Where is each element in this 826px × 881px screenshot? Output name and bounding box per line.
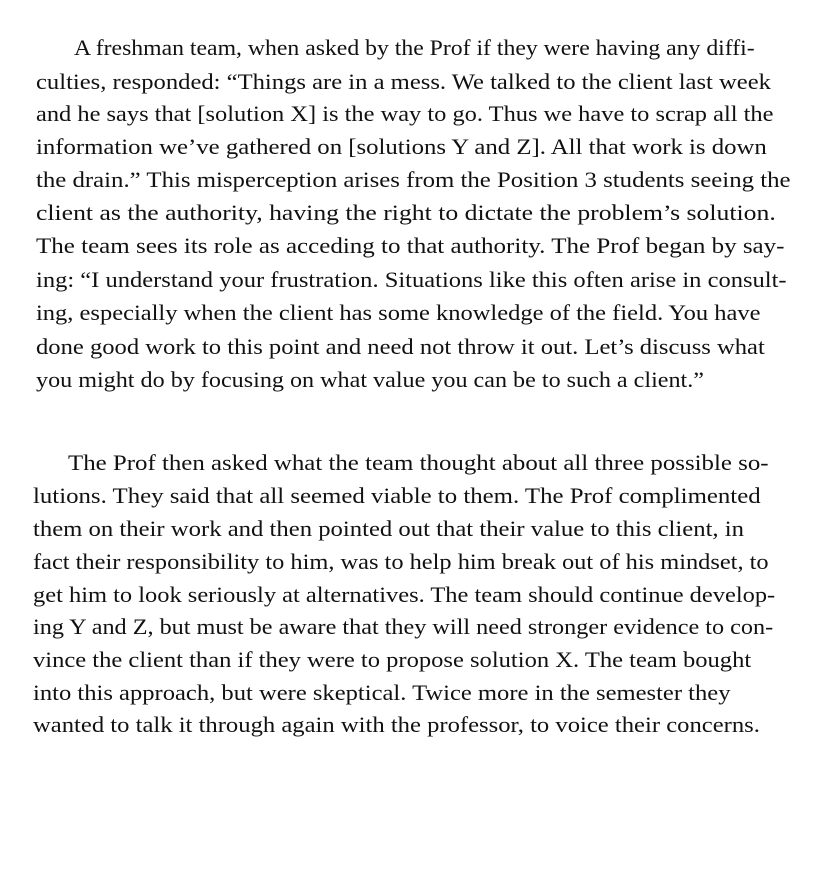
text-line: ing: “I understand your frustration. Situations like this often arise in consult- [36, 267, 787, 292]
text-line: into this approach, but were skeptical. Twice more in the semester they [33, 680, 731, 705]
text-line: you might do by focusing on what value you can be to such a client.” [36, 367, 704, 392]
text-line: culties, responded: “Things are in a mess. We talked to the client last week [36, 69, 771, 94]
text-line: client as the authority, having the right to dictate the problem’s solution. [36, 200, 776, 225]
text-line: ing Y and Z, but must be aware that they will need stronger evidence to con- [33, 614, 774, 639]
text-line: done good work to this point and need not throw it out. Let’s discuss what [36, 334, 765, 359]
text-line: lutions. They said that all seemed viable to them. The Prof complimented [33, 483, 761, 508]
text-line: and he says that [solution X] is the way to go. Thus we have to scrap all the [36, 101, 774, 126]
text-line: A freshman team, when asked by the Prof if they were having any diffi- [74, 35, 755, 60]
text-line: the drain.” This misperception arises from the Position 3 students seeing the [36, 167, 791, 192]
text-line: fact their responsibility to him, was to help him break out of his mindset, to [33, 549, 769, 574]
text-line: get him to look seriously at alternatives. The team should continue develop- [33, 582, 776, 607]
text-line: The team sees its role as acceding to that authority. The Prof began by say- [36, 233, 785, 258]
text-line: information we’ve gathered on [solutions Y and Z]. All that work is down [36, 134, 767, 159]
text-line: wanted to talk it through again with the professor, to voice their concerns. [33, 712, 760, 737]
text-line: ing, especially when the client has some knowledge of the field. You have [36, 300, 761, 325]
text-line: them on their work and then pointed out that their value to this client, in [33, 516, 744, 541]
text-line: vince the client than if they were to propose solution X. The team bought [33, 647, 752, 672]
text-line: The Prof then asked what the team thought about all three possible so- [68, 450, 769, 475]
